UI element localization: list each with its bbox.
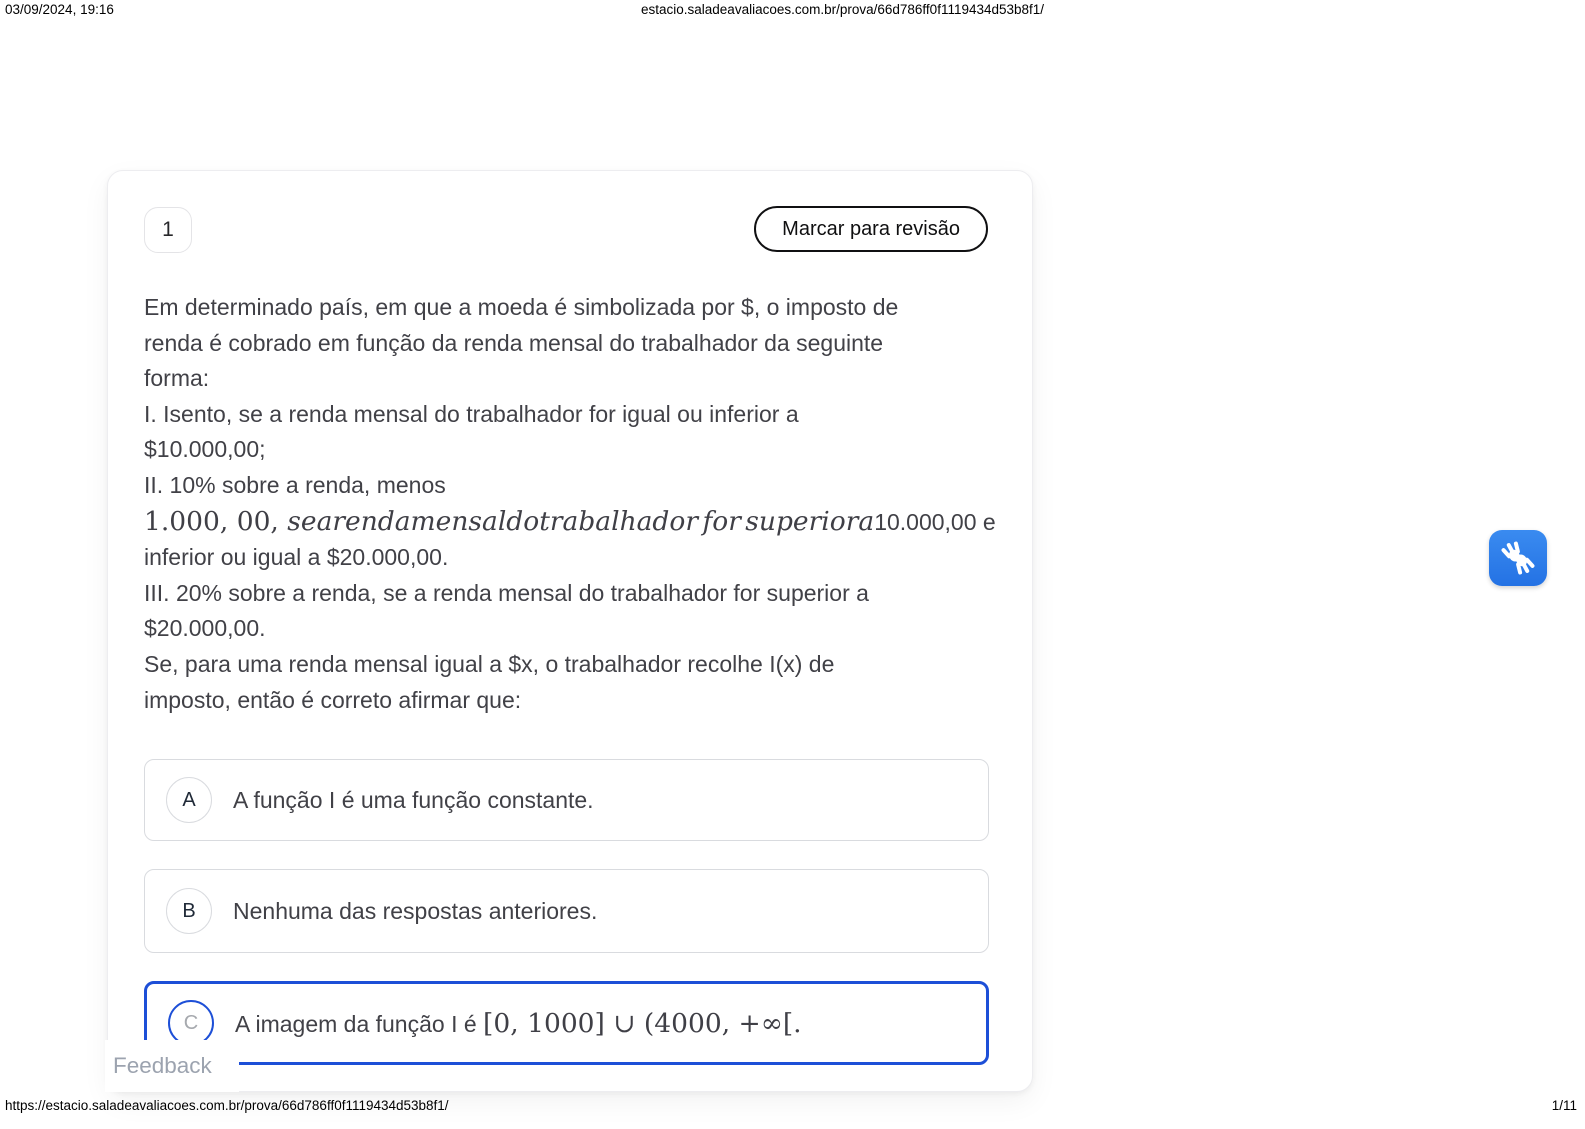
question-line: II. 10% sobre a renda, menos — [144, 471, 446, 498]
option-text — [235, 1008, 802, 1039]
question-line: Em determinado país, em que a moeda é simbolizada por $, o imposto de — [144, 294, 899, 320]
question-text — [144, 290, 996, 718]
print-footer-url: https://estacio.saladeavaliacoes.com.br/prova/66d786ff0f1119434d53b8f1/ — [5, 1098, 449, 1113]
option-letter-badge: A — [166, 777, 212, 823]
question-line: Se, para uma renda mensal igual a $x, o trabalhador recolhe I(x) de — [144, 650, 835, 677]
feedback-link[interactable]: Feedback — [105, 1040, 239, 1092]
question-number-badge: 1 — [144, 207, 192, 253]
option-letter-badge: C — [168, 1000, 214, 1046]
math-suffix-text: 10.000,00 e — [874, 508, 996, 535]
option-letter-badge: B — [166, 888, 212, 934]
option-text-prefix: A imagem da função I é — [235, 1010, 484, 1037]
question-line: III. 20% sobre a renda, se a renda mensal do trabalhador for superior a — [144, 579, 869, 606]
option-text: Nenhuma das respostas anteriores. — [233, 897, 598, 924]
option-math-interval: [0, 1000] ∪ (4000, +∞[. — [483, 1007, 802, 1039]
question-line: $10.000,00; — [144, 436, 266, 463]
question-line: imposto, então é correto afirmar que: — [144, 686, 522, 713]
question-line: I. Isento, se a renda mensal do trabalhador for igual ou inferior a — [144, 400, 799, 427]
math-italic-text: searendamensaldotrabalhador for superiora — [287, 505, 875, 537]
question-line: $20.000,00. — [144, 615, 266, 642]
question-card — [107, 170, 1033, 1092]
vlibras-accessibility-button[interactable] — [1489, 530, 1547, 586]
math-upright-text: 1.000, 00, — [144, 505, 288, 537]
print-footer-page: 1/11 — [1551, 1098, 1577, 1113]
answer-option-b[interactable] — [144, 869, 989, 953]
question-line: renda é cobrado em função da renda mensal do trabalhador da seguinte — [144, 329, 884, 356]
answer-option-a[interactable] — [144, 759, 989, 841]
print-header-datetime: 03/09/2024, 19:16 — [5, 2, 114, 17]
mark-for-review-button[interactable]: Marcar para revisão — [754, 206, 988, 252]
question-line: inferior ou igual a $20.000,00. — [144, 544, 449, 571]
answer-option-c-selected[interactable] — [144, 981, 989, 1065]
question-math-line — [144, 504, 996, 541]
print-header-url: estacio.saladeavaliacoes.com.br/prova/66d786ff0f1119434d53b8f1/ — [641, 2, 1045, 17]
question-line: forma: — [144, 365, 210, 392]
sign-language-hands-icon — [1500, 540, 1536, 576]
option-text: A função I é uma função constante. — [233, 786, 594, 813]
